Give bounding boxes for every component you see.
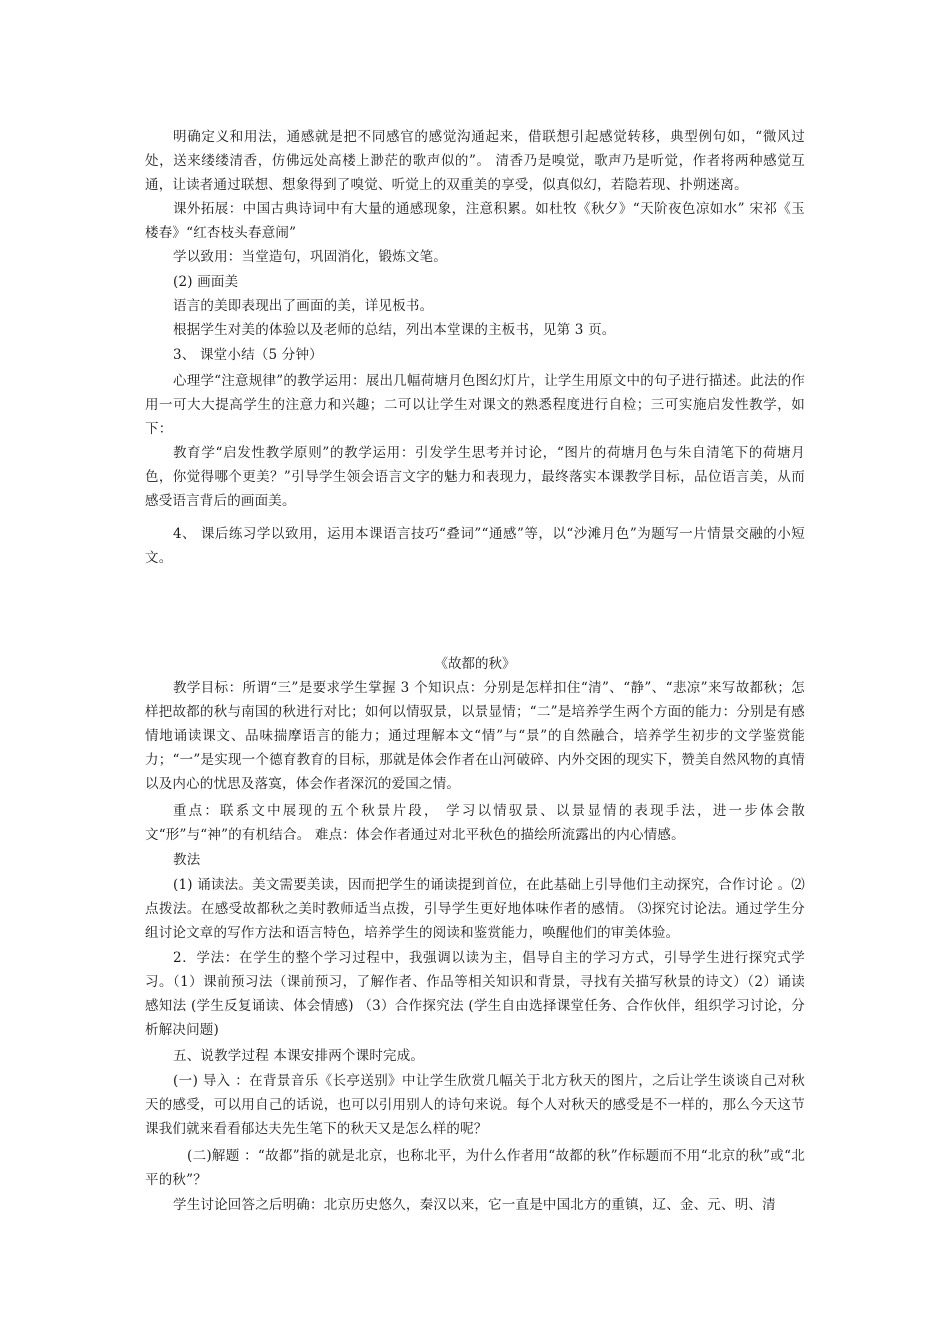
paragraph-teaching-methods-heading: 教法 (173, 852, 201, 868)
section-title: 《故都的秋》 (434, 656, 516, 672)
paragraph-blackboard: 根据学生对美的体验以及老师的总结，列出本堂课的主板书，见第 3 页。 (173, 322, 616, 338)
paragraph-apply: 学以致用：当堂造句，巩固消化，锻炼文笔。 (173, 249, 447, 265)
paragraph-summary-heading: 3、 课堂小结（5 分钟） (173, 347, 323, 363)
paragraph-teaching-methods: (1) 诵读法。美文需要美读，因而把学生的诵读提到首位，在此基础上引导他们主动探究，合作讨论 。⑵点拨法。在感受故都秋之美时教师适当点拨，引导学生更好地体味作者的感情。 ⑶探究讨论法。通过学生分组讨论文章的写作方法和语言特色，培养学生的阅读和鉴赏能力，唤醒他们的审美体验。 (145, 877, 805, 941)
paragraph-extension: 课外拓展：中国古典诗词中有大量的通感现象，注意积累。如杜牧《秋夕》“天阶夜色凉如水” 宋祁《玉楼春》“红杏枝头春意闹” (145, 201, 805, 241)
paragraph-discussion: 学生讨论回答之后明确：北京历史悠久，秦汉以来，它一直是中国北方的重镇，辽、金、元、明、清 (173, 1197, 776, 1213)
paragraph-attention-law: 心理学“注意规律”的教学运用：展出几幅荷塘月色图幻灯片，让学生用原文中的句子进行描述。此法的作用一可大大提高学生的注意力和兴趣；二可以让学生对课文的熟悉程度进行自检；三可实施启发性教学，如下： (145, 373, 805, 437)
paragraph-learning-methods: 2．学法：在学生的整个学习过程中，我强调以读为主，倡导自主的学习方式，引导学生进行探究式学习。（1）课前预习法（课前预习，了解作者、作品等相关知识和背景，寻找有关描写秋景的诗文）（2）诵读感知法 (学生反复诵读、体会情感) （3）合作探究法 (学生自由选择课堂任务、合作伙伴，组织学习讨论，分析解决问题) (145, 950, 805, 1038)
paragraph-key-points: 重点：联系文中展现的五个秋景片段， 学习以情驭景、以景显情的表现手法，进一步体会散文“形”与“神”的有机结合。 难点：体会作者通过对北平秋色的描绘所流露出的内心情感。 (145, 803, 805, 843)
paragraph-teaching-process: 五、说教学过程 本课安排两个课时完成。 (173, 1048, 425, 1064)
paragraph-introduction: (一) 导入 ：在背景音乐《长亭送别》中让学生欣赏几幅关于北方秋天的图片，之后让学生谈谈自己对秋天的感受，可以用自己的话说，也可以引用别人的诗句来说。每个人对秋天的感受是不一样的，那么今天这节课我们就来看看郁达夫先生笔下的秋天又是怎么样的呢？ (145, 1073, 805, 1137)
paragraph-homework: 4、 课后练习学以致用，运用本课语言技巧“叠词”“通感”等，以“沙滩月色”为题写一片情景交融的小短文。 (145, 526, 805, 566)
paragraph-teaching-goals: 教学目标：所谓“三”是要求学生掌握 3 个知识点：分别是怎样扣住“清”、“静”、“悲凉”来写故都秋；怎样把故都的秋与南国的秋进行对比；如何以情驭景，以景显情；“二”是培养学生两个方面的能力：分别是有感情地诵读课文、品味揣摩语言的能力；通过理解本文“情”与“景”的自然融合，培养学生初步的文学鉴赏能力；“一”是实现一个德育教育的目标，那就是体会作者在山河破碎、内外交困的现实下，赞美自然风物的真情以及内心的忧思及落寞，体会作者深沉的爱国之情。 (145, 680, 805, 792)
paragraph-title-explanation: (二)解题 ：“故都”指的就是北京，也称北平，为什么作者用“故都的秋”作标题而不用“北京的秋”或“北平的秋”？ (145, 1148, 805, 1188)
paragraph-heuristic-principle: 教育学“启发性教学原则”的教学运用：引发学生思考并讨论，“图片的荷塘月色与朱自清笔下的荷塘月色，你觉得哪个更美？”引导学生领会语言文字的魅力和表现力，最终落实本课教学目标，品位语言美，从而感受语言背后的画面美。 (145, 445, 806, 509)
paragraph-synesthesia-definition: 明确定义和用法，通感就是把不同感官的感觉沟通起来，借联想引起感觉转移，典型例句如，“微风过处，送来缕缕清香，仿佛远处高楼上渺茫的歌声似的”。 清香乃是嗅觉，歌声乃是听觉，作者将两种感觉互通，让读者通过联想、想象得到了嗅觉、听觉上的双重美的享受，似真似幻，若隐若现、扑朔迷离。 (145, 129, 805, 193)
paragraph-picture-beauty: 语言的美即表现出了画面的美，详见板书。 (173, 298, 434, 314)
paragraph-picture-beauty-heading: (2) 画面美 (173, 274, 239, 290)
